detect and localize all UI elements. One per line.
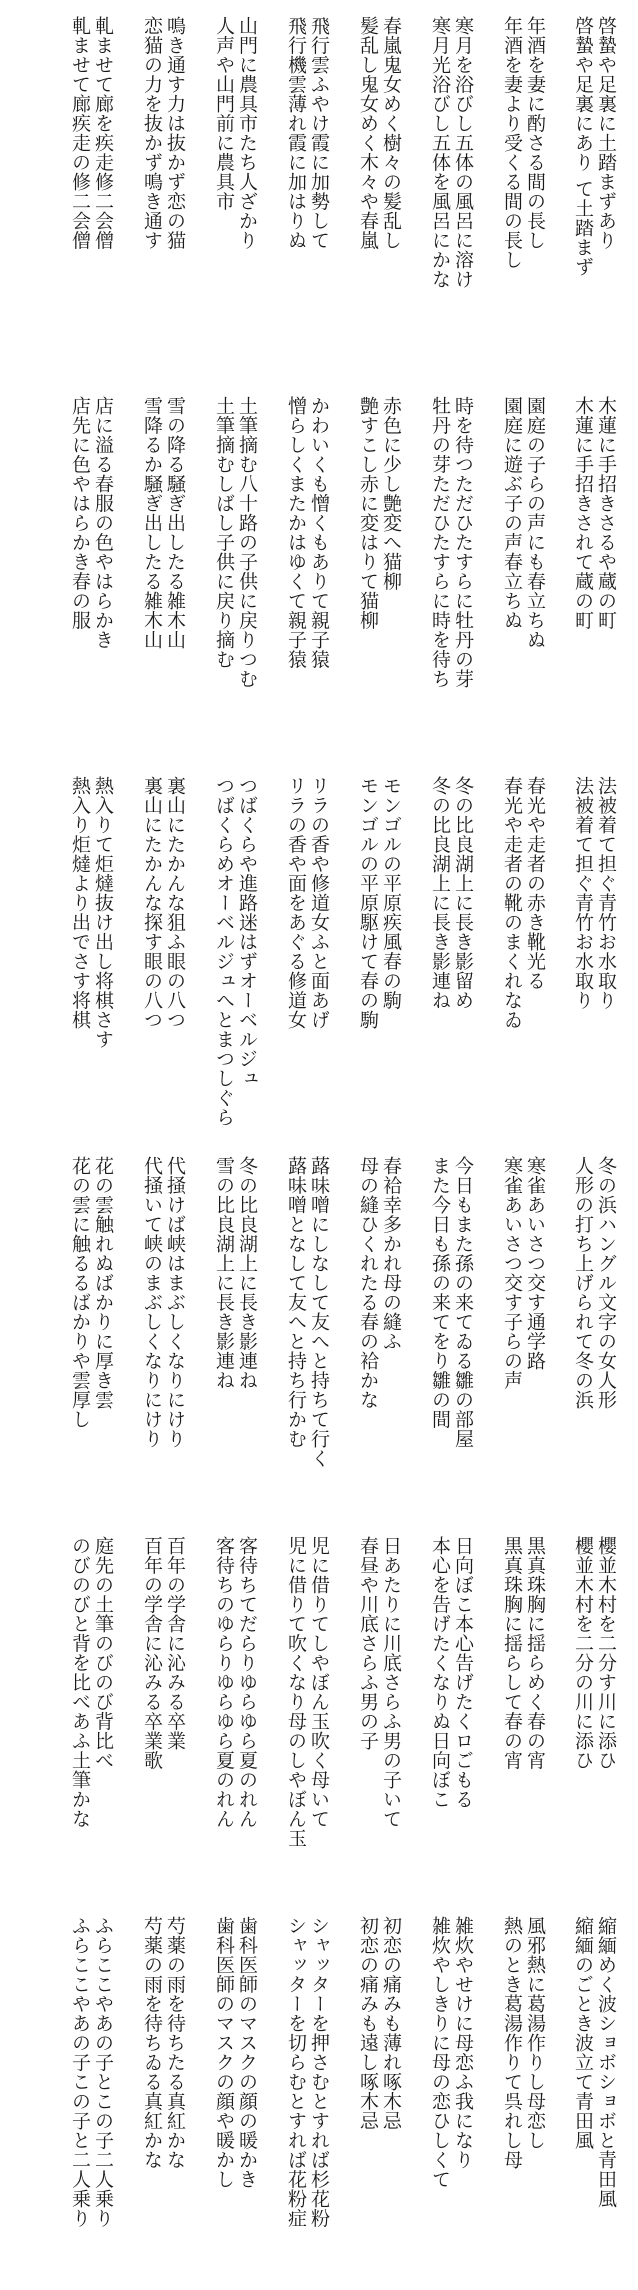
revised-haiku-line: 雪の比良湖上に長き影連ね <box>213 1156 235 1390</box>
original-haiku-line: 年酒を妻に酌さる間の長し <box>524 16 546 250</box>
original-haiku-line: リラの香や修道女ふと面あげ <box>308 776 330 1030</box>
original-haiku-line: 初恋の痛みも薄れ啄木忌 <box>380 1916 402 2131</box>
revised-haiku-line: 母の縫ひくれたる春の袷かな <box>357 1156 379 1410</box>
revised-haiku-line: ふらここやあの子この子と二人乗り <box>69 1916 91 2228</box>
original-haiku-line: 春光や走者の赤き靴光る <box>524 776 546 991</box>
original-haiku-line: 寒雀あいさつ交す通学路 <box>524 1156 546 1371</box>
revised-haiku-line: 熱入り炬燵より出でさす将棋 <box>69 776 91 1030</box>
revised-haiku-line: 児に借りて吹くなり母のしやぼん玉 <box>285 1536 307 1848</box>
revised-haiku-line: 百年の学舎に沁みる卒業歌 <box>141 1536 163 1770</box>
revised-haiku-line: 花の雲に触るるばかりや雲厚し <box>69 1156 91 1429</box>
original-haiku-line: 縮緬めく波ショボショボと青田風 <box>595 1916 617 2209</box>
original-haiku-line: 代掻けば峡はまぶしくなりにけり <box>164 1156 186 1449</box>
revised-haiku-line: 人形の打ち上げられて冬の浜 <box>572 1156 594 1410</box>
original-haiku-line: 冬の比良湖上に長き影留め <box>452 776 474 1010</box>
original-haiku-line: 庭先の土筆のびのび背比べ <box>92 1536 114 1770</box>
original-haiku-line: かわいくも憎くもありて親子猿 <box>308 396 330 669</box>
original-haiku-line: 熱入りて炬燵抜け出し将棋さす <box>92 776 114 1049</box>
revised-haiku-line: 人声や山門前に農具市 <box>213 16 235 211</box>
revised-haiku-line: また今日も孫の来てをり雛の間 <box>429 1156 451 1429</box>
haiku-block <box>0 1148 638 1508</box>
revised-haiku-line: 土筆摘むしばし子供に戻り摘む <box>213 396 235 669</box>
revised-haiku-line: 熱のとき葛湯作りて呉れし母 <box>501 1916 523 2170</box>
haiku-block <box>0 768 638 1128</box>
original-haiku-line: モンゴルの平原疾風春の駒 <box>380 776 402 1010</box>
original-haiku-line: 雪の降る騒ぎ出したる雑木山 <box>164 396 186 650</box>
haiku-block <box>0 8 638 368</box>
revised-haiku-line: 寒雀あいさつ交す子らの声 <box>501 1156 523 1390</box>
original-haiku-line: 冬の浜ハングル文字の女人形 <box>595 1156 617 1410</box>
original-haiku-line: 赤色に少し艶変へ猫柳 <box>380 396 402 591</box>
revised-haiku-line: シャッターを切らむとすれば花粉症 <box>285 1916 307 2228</box>
original-haiku-line: 木蓮に手招きさるや蔵の町 <box>595 396 617 630</box>
original-haiku-line: 園庭の子らの声にも春立ちぬ <box>524 396 546 650</box>
original-haiku-line: 日あたりに川底さらふ男の子いて <box>380 1536 402 1829</box>
original-haiku-line: 黒真珠胸に揺らめく春の宵 <box>524 1536 546 1770</box>
original-haiku-line: 児に借りてしやぼん玉吹く母いて <box>308 1536 330 1829</box>
revised-haiku-line: リラの香や面をあぐる修道女 <box>285 776 307 1030</box>
revised-haiku-line: 櫻並木村を二分の川に添ひ <box>572 1536 594 1770</box>
revised-haiku-line: 艶すこし赤に変はりて猫柳 <box>357 396 379 630</box>
revised-haiku-line: 縮緬のごとき波立て青田風 <box>572 1916 594 2150</box>
original-haiku-line: 啓蟄や足裏に土踏まずあり <box>595 16 617 250</box>
revised-haiku-line: 園庭に遊ぶ子の声春立ちぬ <box>501 396 523 630</box>
revised-haiku-line: 啓蟄や足裏にあり て土踏まず <box>572 16 594 277</box>
original-haiku-line: 歯科医師のマスクの顔の暖かき <box>236 1916 258 2189</box>
original-haiku-line: 店に溢る春服の色やはらかき <box>92 396 114 650</box>
original-haiku-line: 蕗味噌にしなして友へと持ちて行く <box>308 1156 330 1468</box>
original-haiku-line: つばくらや進路迷はずオーベルジュ <box>236 776 258 1088</box>
original-haiku-line: 客待ちてだらりゆらゆら夏のれん <box>236 1536 258 1829</box>
revised-haiku-line: 本心を告げたくなりぬ日向ぼこ <box>429 1536 451 1809</box>
revised-haiku-line: 初恋の痛みも遠し啄木忌 <box>357 1916 379 2131</box>
revised-haiku-line: 裏山にたかんな探す眼の八つ <box>141 776 163 1030</box>
original-haiku-line: 裏山にたかんな狙ふ眼の八つ <box>164 776 186 1030</box>
haiku-block <box>0 1908 638 2268</box>
original-haiku-line: シャッターを押さむとすれば杉花粉 <box>308 1916 330 2228</box>
revised-haiku-line: 客待ちのゆらりゆらゆら夏のれん <box>213 1536 235 1829</box>
revised-haiku-line: 憎らしくまたかはゆくて親子猿 <box>285 396 307 669</box>
revised-haiku-line: 雪降るか騒ぎ出したる雑木山 <box>141 396 163 650</box>
original-haiku-line: 山門に農具市たち人ざかり <box>236 16 258 250</box>
original-haiku-line: 日向ぼこ本心告げたくロごもる <box>452 1536 474 1809</box>
revised-haiku-line: 寒月光浴びし五体を風呂にかな <box>429 16 451 289</box>
original-haiku-line: 鳴き通す力は抜かず恋の猫 <box>164 16 186 250</box>
original-haiku-line: 櫻並木村を二分す川に添ひ <box>595 1536 617 1770</box>
original-haiku-line: 春袷幸多かれ母の縫ふ <box>380 1156 402 1351</box>
revised-haiku-line: 代掻いて峡のまぶしくなりにけり <box>141 1156 163 1449</box>
revised-haiku-line: 髪乱し鬼女めく木々や春嵐 <box>357 16 379 250</box>
revised-haiku-line: 店先に色やはらかき春の服 <box>69 396 91 630</box>
revised-haiku-line: 雑炊やしきりに母の恋ひしくて <box>429 1916 451 2189</box>
revised-haiku-line: 軋ませて廊疾走の修二会僧 <box>69 16 91 250</box>
original-haiku-line: 春嵐鬼女めく樹々の髪乱し <box>380 16 402 250</box>
original-haiku-line: 寒月を浴びし五体の風呂に溶け <box>452 16 474 289</box>
revised-haiku-line: 蕗味噌となして友へと持ち行かむ <box>285 1156 307 1449</box>
original-haiku-line: 軋ませて廊を疾走修二会僧 <box>92 16 114 250</box>
revised-haiku-line: 冬の比良湖上に長き影連ね <box>429 776 451 1010</box>
haiku-block <box>0 1528 638 1888</box>
original-haiku-line: ふらここやあの子とこの子二人乗り <box>92 1916 114 2228</box>
revised-haiku-line: のびのびと背を比べあふ土筆かな <box>69 1536 91 1829</box>
revised-haiku-line: 歯科医師のマスクの顔や暖かし <box>213 1916 235 2189</box>
revised-haiku-line: 年酒を妻より受くる間の長し <box>501 16 523 270</box>
original-haiku-line: 芍薬の雨を待ちたる真紅かな <box>164 1916 186 2170</box>
original-haiku-line: 風邪熱に葛湯作りし母恋し <box>524 1916 546 2150</box>
revised-haiku-line: モンゴルの平原駆けて春の駒 <box>357 776 379 1030</box>
revised-haiku-line: 法被着て担ぐ青竹お水取り <box>572 776 594 1010</box>
revised-haiku-line: 牡丹の芽ただひたすらに時を待ち <box>429 396 451 689</box>
haiku-block <box>0 388 638 748</box>
revised-haiku-line: 芍薬の雨を待ちゐる真紅かな <box>141 1916 163 2170</box>
original-haiku-line: 法被着て担ぐ青竹お水取り <box>595 776 617 1010</box>
revised-haiku-line: 木蓮に手招きされて蔵の町 <box>572 396 594 630</box>
revised-haiku-line: 春光や走者の靴のまくれなゐ <box>501 776 523 1030</box>
revised-haiku-line: 春昼や川底さらふ男の子 <box>357 1536 379 1751</box>
original-haiku-line: 花の雲触れぬばかりに厚き雲 <box>92 1156 114 1410</box>
original-haiku-line: 時を待つただひたすらに牡丹の芽 <box>452 396 474 689</box>
original-haiku-line: 飛行雲ふやけ霞に加勢して <box>308 16 330 250</box>
original-haiku-line: 今日もまた孫の来てゐる雛の部屋 <box>452 1156 474 1449</box>
revised-haiku-line: 恋猫の力を抜かず鳴き通す <box>141 16 163 250</box>
revised-haiku-line: 黒真珠胸に揺らして春の宵 <box>501 1536 523 1770</box>
original-haiku-line: 冬の比良湖上に長き影連ね <box>236 1156 258 1390</box>
revised-haiku-line: つばくらめオーベルジュへとまつしぐら <box>213 776 235 1127</box>
original-haiku-line: 土筆摘む八十路の子供に戻りつむ <box>236 396 258 689</box>
revised-haiku-line: 飛行機雲薄れ霞に加はりぬ <box>285 16 307 250</box>
original-haiku-line: 雑炊やせけに母恋ふ我になり <box>452 1916 474 2170</box>
original-haiku-line: 百年の学舎に沁みる卒業 <box>164 1536 186 1751</box>
